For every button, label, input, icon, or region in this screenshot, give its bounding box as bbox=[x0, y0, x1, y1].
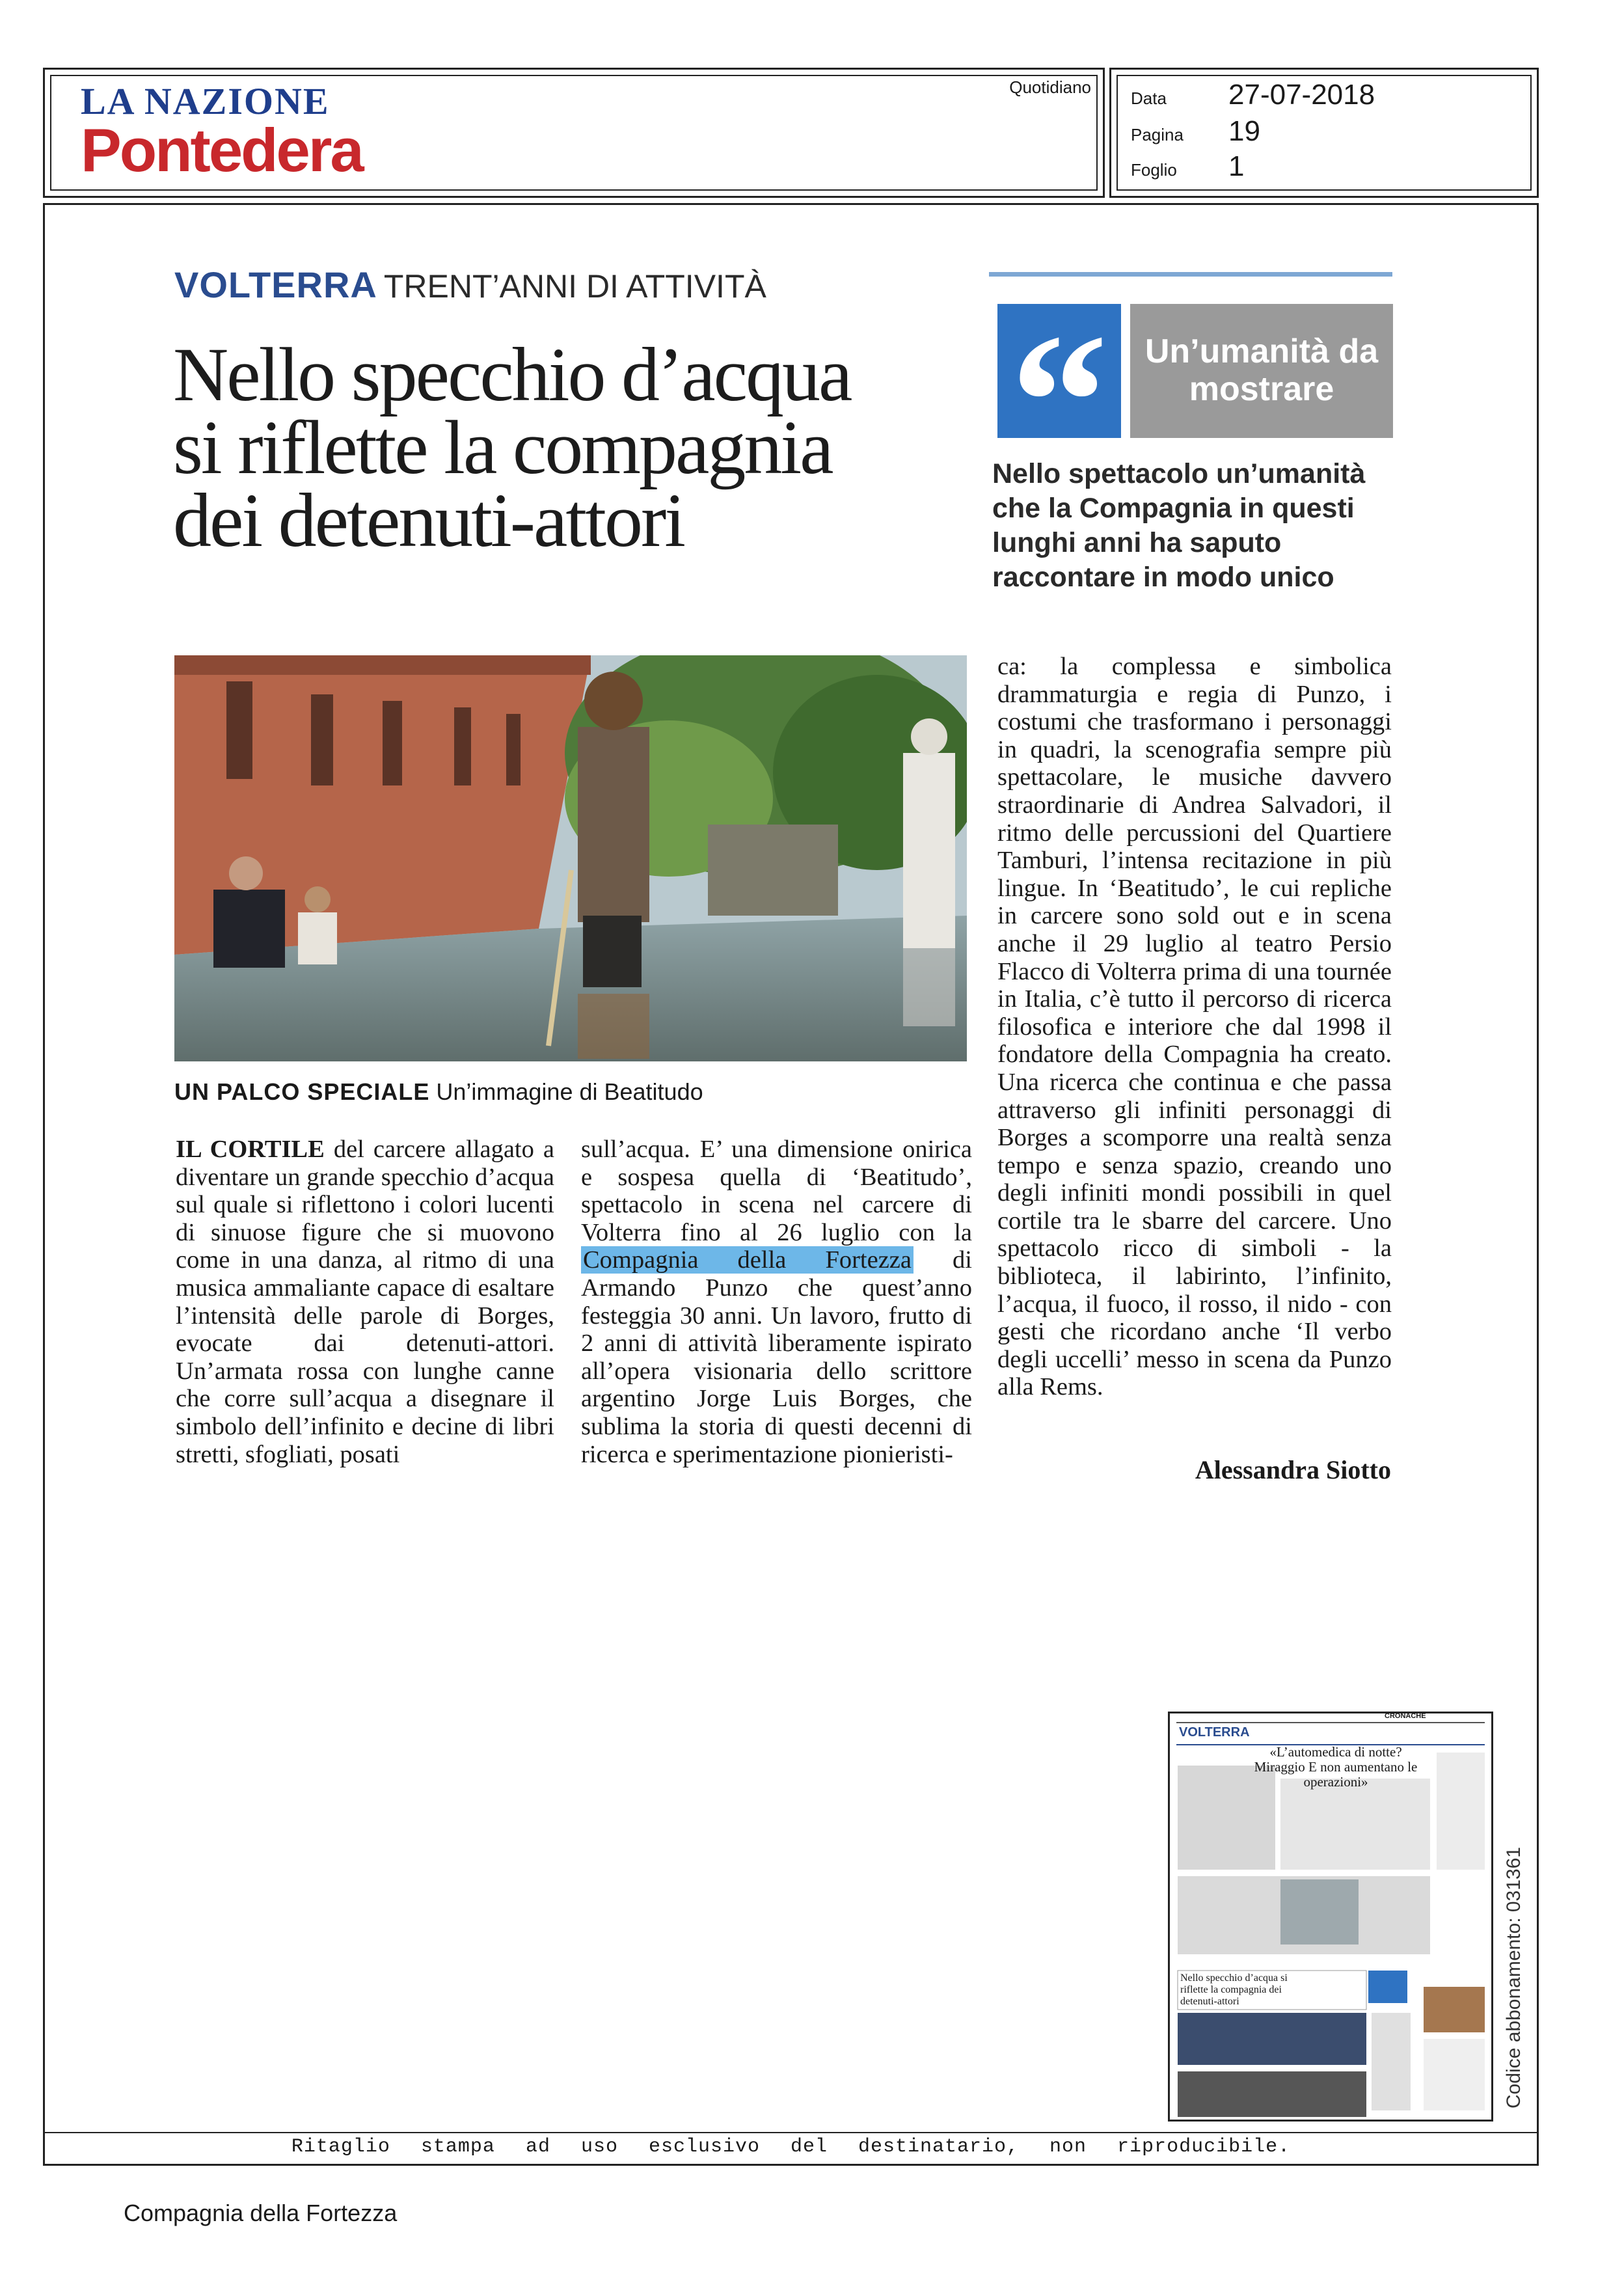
column-text: del carcere allagato a diventare un grande specchio d’acqua sul quale si riflettono i colori lucenti di sinuose figure che si muovono come in una danza, al ritmo di una musica ammaliante capace di esaltare l’intensità delle parole di Borges, evocate dai detenuti-attori. Un’armata rossa con lunghe canne che corre sull’acqua a disegnare il simbolo dell’infinito e decine di libri stretti, sfogliati, posati bbox=[176, 1136, 555, 1468]
kicker-subtitle: TRENT’ANNI DI ATTIVITÀ bbox=[383, 268, 766, 305]
quote-title: Un’umanità da mostrare bbox=[1130, 304, 1393, 438]
photo-caption bbox=[174, 1078, 703, 1106]
meta-label: Pagina bbox=[1131, 125, 1184, 144]
meta-row-sheet bbox=[1131, 150, 1244, 183]
lead-in: IL CORTILE bbox=[176, 1136, 325, 1163]
page-thumbnail bbox=[1168, 1712, 1493, 2122]
headline-line: dei detenuti-attori bbox=[173, 478, 684, 563]
footer-rule bbox=[43, 2132, 1539, 2133]
caption-text: Un’immagine di Beatitudo bbox=[436, 1078, 703, 1105]
meta-box bbox=[1109, 68, 1539, 198]
headline-line: si riflette la compagnia bbox=[173, 405, 832, 490]
article-photo bbox=[174, 655, 967, 1061]
thumbnail-page-label: CRONACHE bbox=[1385, 1712, 1426, 1720]
meta-label: Foglio bbox=[1131, 160, 1177, 180]
thumbnail-section: VOLTERRA bbox=[1179, 1725, 1250, 1740]
meta-row-date bbox=[1131, 79, 1375, 111]
column-text: ca: la complessa e simbolica drammaturgia e regia di Punzo, i costumi che trasformano i personaggi in quadri, la scenografia sempre più spettacolare, le musiche davvero straordinarie di Andrea Salvadori, il ritmo delle percussioni del Quartiere Tamburi, l’intensa recitazione in più lingue. In ‘Beatitudo’, le cui repliche in carcere sono sold out e in scena anche il 29 luglio al teatro Persio Flacco di Volterra prima di una tournée in Italia, c’è tutto il percorso di ricerca filosofica e interiore che dal 1998 il fondatore della Compagnia ha creato. Una ricerca che continua e che passa attraverso gli infiniti personaggi di Borges a scomporre una realtà senza tempo e senza spazio, creando uno degli infiniti mondi possibili in quel cortile tra le sbarre del carcere. Uno spettacolo ricco di simboli - la biblioteca, il labirinto, l’infinito, l’acqua, il fuoco, il rosso, il nido - con gesti che ricordano anche ‘Il verbo degli uccelli’ messo in scena da Punzo alla Rems. bbox=[997, 653, 1392, 1401]
quote-mark-icon: “ bbox=[997, 304, 1121, 438]
subscription-code: Codice abbonamento: 031361 bbox=[1503, 1847, 1524, 2108]
column-text: di Armando Punzo che quest’anno festeggia 30 anni. Un lavoro, frutto di 2 anni di attività liberamente ispirato all’opera visionaria dello scrittore argentino Jorge Luis Borges, che sublima la storia di questi decenni di ricerca e sperimentazione pionieristi- bbox=[581, 1246, 972, 1468]
newspaper-name: LA NAZIONE bbox=[81, 80, 330, 122]
thumbnail-headline: «L’automedica di notte? Miraggio E non aumentano le operazioni» bbox=[1254, 1744, 1418, 1790]
headline-line: Nello specchio d’acqua bbox=[173, 332, 851, 417]
edition-name: Pontedera bbox=[81, 116, 362, 184]
caption-title: UN PALCO SPECIALE bbox=[174, 1078, 430, 1105]
document-label: Compagnia della Fortezza bbox=[124, 2200, 398, 2226]
meta-value: 1 bbox=[1228, 150, 1245, 182]
quote-rule bbox=[989, 272, 1392, 277]
quote-text: Nello spettacolo un’umanità che la Compagnia in questi lunghi anni ha saputo raccontare in modo unico bbox=[992, 458, 1366, 593]
publication-type: Quotidiano bbox=[1009, 77, 1091, 97]
article-column-3 bbox=[997, 653, 1392, 1401]
meta-value: 27-07-2018 bbox=[1228, 79, 1375, 111]
article-column-1 bbox=[176, 1136, 554, 1468]
photo-illustration bbox=[174, 655, 967, 1061]
thumbnail-mini-headline: Nello specchio d’acqua si riflette la compagnia dei detenuti-attori bbox=[1180, 1972, 1288, 2007]
article-column-2 bbox=[581, 1136, 972, 1468]
meta-row-page bbox=[1131, 115, 1260, 148]
article-kicker bbox=[174, 264, 766, 306]
masthead-box bbox=[43, 68, 1105, 198]
highlighted-company-name: Compagnia della Fortezza bbox=[581, 1246, 914, 1274]
article-headline bbox=[173, 332, 980, 563]
byline: Alessandra Siotto bbox=[1195, 1455, 1391, 1484]
meta-value: 19 bbox=[1228, 115, 1260, 147]
column-text: sull’acqua. E’ una dimensione onirica e sospesa quella di ‘Beatitudo’, spettacolo in scena nel carcere di Volterra fino al 26 luglio con la bbox=[581, 1136, 972, 1246]
meta-label: Data bbox=[1131, 89, 1167, 108]
kicker-place: VOLTERRA bbox=[174, 264, 377, 305]
footer-disclaimer: Ritaglio stampa ad uso esclusivo del destinatario, non riproducibile. bbox=[291, 2136, 1291, 2158]
